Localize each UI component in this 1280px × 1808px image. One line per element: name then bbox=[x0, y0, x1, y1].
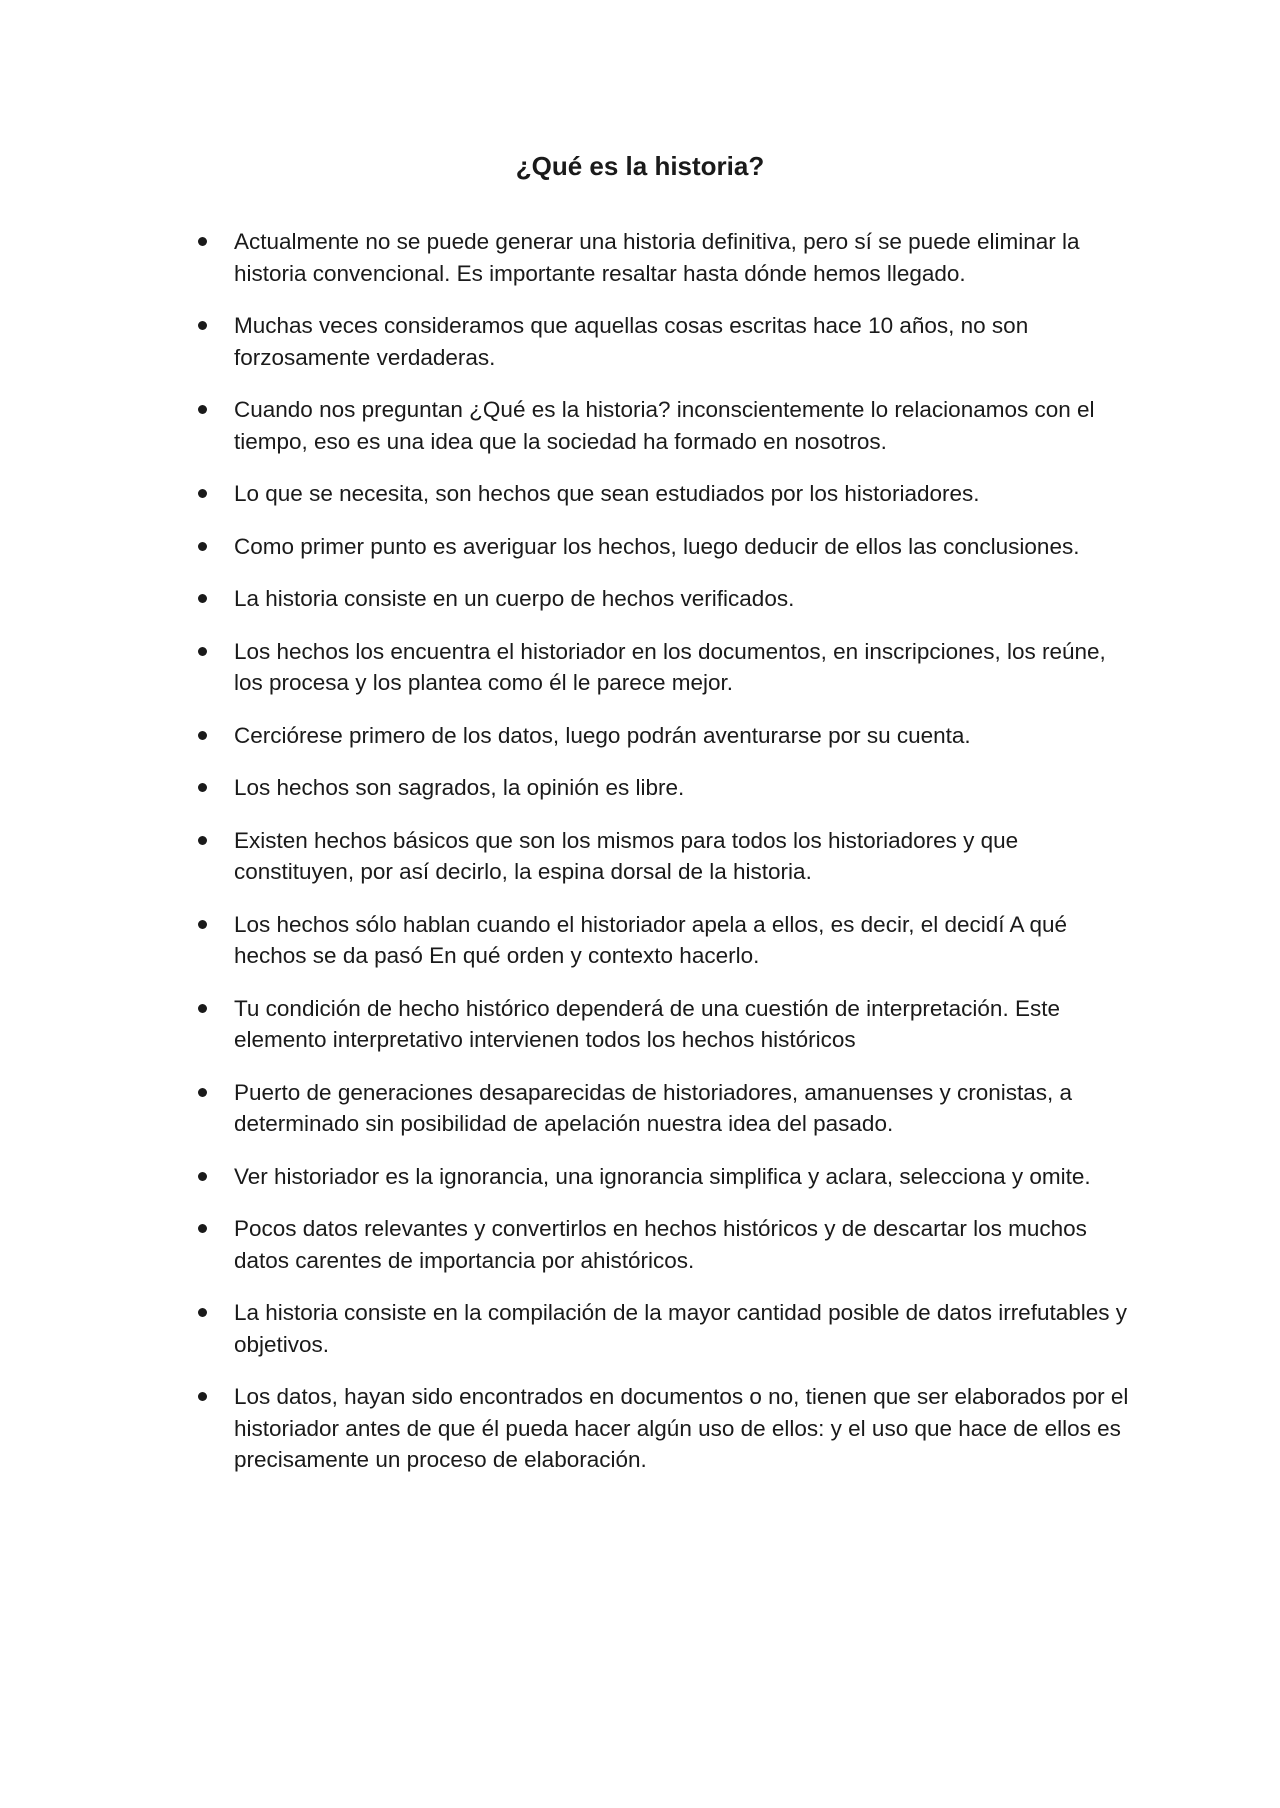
list-item-text: Tu condición de hecho histórico dependerá de una cuestión de interpretación. Este elemento interpretativo intervienen todos los hechos históricos bbox=[234, 995, 1060, 1052]
list-item bbox=[190, 531, 1130, 563]
list-item-text: Los hechos sólo hablan cuando el historiador apela a ellos, es decir, el decidí A qué hechos se da pasó En qué orden y contexto hacerlo. bbox=[234, 911, 1068, 968]
bullet-icon bbox=[198, 1308, 207, 1317]
list-item bbox=[190, 993, 1130, 1056]
list-item bbox=[190, 909, 1130, 972]
list-item-text: La historia consiste en un cuerpo de hechos verificados. bbox=[234, 586, 795, 611]
page-title: ¿Qué es la historia? bbox=[515, 151, 765, 181]
list-item-text: Muchas veces consideramos que aquellas cosas escritas hace 10 años, no son forzosamente verdaderas. bbox=[234, 313, 1029, 370]
bullet-list bbox=[190, 226, 1130, 1497]
bullet-icon bbox=[198, 594, 207, 603]
list-item-text: Existen hechos básicos que son los mismos para todos los historiadores y que constituyen, por así decirlo, la espina dorsal de la historia. bbox=[234, 827, 1019, 884]
list-item bbox=[190, 1297, 1130, 1360]
list-item bbox=[190, 1213, 1130, 1276]
list-item-text: Actualmente no se puede generar una historia definitiva, pero sí se puede eliminar la historia convencional. Es importante resaltar hasta dónde hemos llegado. bbox=[234, 229, 1080, 286]
list-item bbox=[190, 226, 1130, 289]
list-item bbox=[190, 825, 1130, 888]
list-item-text: Lo que se necesita, son hechos que sean estudiados por los historiadores. bbox=[234, 481, 980, 506]
list-item bbox=[190, 394, 1130, 457]
list-item-text: Cuando nos preguntan ¿Qué es la historia? inconscientemente lo relacionamos con el tiempo, eso es una idea que la sociedad ha formado en nosotros. bbox=[234, 397, 1095, 454]
list-item-text: Ver historiador es la ignorancia, una ignorancia simplifica y aclara, selecciona y omite. bbox=[234, 1163, 1091, 1189]
list-item bbox=[190, 310, 1130, 373]
list-item bbox=[190, 478, 1130, 510]
bullet-icon bbox=[198, 836, 207, 845]
bullet-icon bbox=[198, 647, 207, 656]
list-item-text: Puerto de generaciones desaparecidas de historiadores, amanuenses y cronistas, a determinado sin posibilidad de apelación nuestra idea del pasado. bbox=[234, 1079, 1073, 1136]
list-item-text: Pocos datos relevantes y convertirlos en hechos históricos y de descartar los muchos datos carentes de importancia por ahistóricos. bbox=[234, 1216, 1087, 1273]
bullet-icon bbox=[198, 1172, 207, 1181]
bullet-icon bbox=[198, 237, 207, 246]
list-item-text: Cerciórese primero de los datos, luego podrán aventurarse por su cuenta. bbox=[234, 722, 971, 748]
list-item bbox=[190, 636, 1130, 699]
bullet-icon bbox=[198, 920, 207, 929]
bullet-icon bbox=[198, 321, 207, 330]
bullet-icon bbox=[198, 1392, 207, 1401]
list-item-text: Los hechos son sagrados, la opinión es libre. bbox=[234, 775, 685, 800]
list-item bbox=[190, 1161, 1130, 1193]
list-item-text: Como primer punto es averiguar los hechos, luego deducir de ellos las conclusiones. bbox=[234, 533, 1080, 559]
list-item bbox=[190, 1381, 1130, 1476]
bullet-icon bbox=[198, 1088, 207, 1097]
bullet-icon bbox=[198, 542, 207, 551]
list-item bbox=[190, 772, 1130, 804]
list-item bbox=[190, 1077, 1130, 1140]
bullet-icon bbox=[198, 731, 207, 740]
list-item-text: La historia consiste en la compilación de la mayor cantidad posible de datos irrefutables y objetivos. bbox=[234, 1300, 1128, 1357]
bullet-icon bbox=[198, 405, 207, 414]
list-item bbox=[190, 583, 1130, 615]
bullet-icon bbox=[198, 783, 207, 792]
list-item-text: Los datos, hayan sido encontrados en documentos o no, tienen que ser elaborados por el historiador antes de que él pueda hacer algún uso de ellos: y el uso que hace de ellos es precisamente un proceso de elaboración. bbox=[234, 1384, 1129, 1472]
list-item bbox=[190, 720, 1130, 752]
bullet-icon bbox=[198, 489, 207, 498]
bullet-icon bbox=[198, 1004, 207, 1013]
bullet-icon bbox=[198, 1224, 207, 1233]
list-item-text: Los hechos los encuentra el historiador en los documentos, en inscripciones, los reúne, los procesa y los plantea como él le parece mejor. bbox=[234, 638, 1106, 695]
